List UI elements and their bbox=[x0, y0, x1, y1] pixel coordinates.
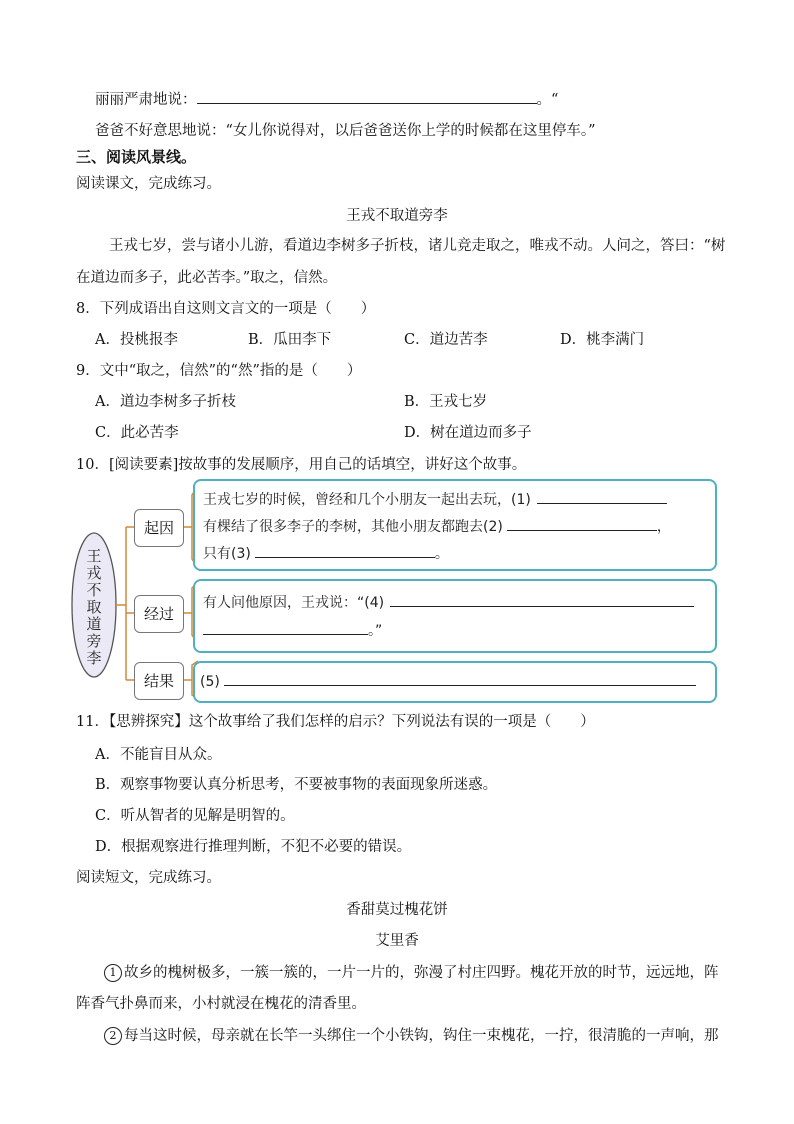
q11-option-c[interactable]: C．听从智者的见解是明智的。 bbox=[95, 808, 295, 824]
q9-stem: 9．文中“取之，信然”的“然”指的是（ ） bbox=[76, 363, 362, 379]
passage-line-2: 在道边而多子，此必苦李。”取之，信然。 bbox=[76, 270, 338, 286]
dad-line: 爸爸不好意思地说：“女儿你说得对，以后爸爸送你上学的时候都在这里停车。” bbox=[95, 123, 596, 139]
blank-5[interactable] bbox=[224, 671, 696, 686]
q11-stem: 11．【思辨探究】这个故事给了我们怎样的启示？下列说法有误的一项是（ ） bbox=[76, 714, 595, 730]
branch-lines bbox=[116, 527, 134, 680]
q8-option-c[interactable]: C．道边苦李 bbox=[404, 332, 488, 348]
q9-option-b[interactable]: B．王戎七岁 bbox=[404, 394, 488, 410]
blank-1[interactable] bbox=[537, 489, 667, 504]
q9-option-c[interactable]: C．此必苦李 bbox=[95, 425, 179, 441]
blank-2[interactable] bbox=[507, 516, 657, 531]
reading2-title: 香甜莫过槐花饼 bbox=[346, 902, 448, 918]
reading2-author: 艾里香 bbox=[375, 933, 419, 949]
reading2-p1-line-2: 阵香气扑鼻而来，小村就浸在槐花的清香里。 bbox=[76, 996, 366, 1012]
q9-option-d[interactable]: D．树在道边而多子 bbox=[404, 425, 532, 441]
center-label: 王戎不取道旁李 bbox=[86, 547, 102, 667]
blank-3[interactable] bbox=[255, 543, 435, 558]
lili-suffix: 。“ bbox=[536, 92, 559, 108]
reading2-instruction: 阅读短文，完成练习。 bbox=[76, 870, 221, 886]
q8-option-a[interactable]: A．投桃报李 bbox=[95, 332, 178, 348]
reading2-p2-line-1: 2 每当这时候，母亲就在长竿一头绑住一个小铁钩，钩住一束槐花，一拧，很清脆的一声响，那 bbox=[104, 1024, 719, 1045]
q8-stem: 8．下列成语出自这则文言文的一项是（ ） bbox=[76, 301, 376, 317]
q10-stem: 10．[阅读要素]按故事的发展顺序，用自己的话填空，讲好这个故事。 bbox=[76, 457, 527, 473]
process-answer-box bbox=[193, 579, 717, 653]
q11-option-a[interactable]: A．不能盲目从众。 bbox=[95, 747, 222, 763]
cause-line-1: 王戎七岁的时候，曾经和几个小朋友一起出去玩，(1) bbox=[203, 489, 667, 509]
q11-option-d[interactable]: D．根据观察进行推理判断，不犯不必要的错误。 bbox=[95, 839, 412, 855]
cause-label-box: 起因 bbox=[134, 509, 184, 547]
lili-line bbox=[95, 88, 558, 109]
paragraph-number-2: 2 bbox=[104, 1027, 122, 1045]
q9-option-a[interactable]: A．道边李树多子折枝 bbox=[95, 394, 236, 410]
process-line-2: 。” bbox=[203, 620, 382, 640]
result-line-1: (5) bbox=[200, 671, 696, 690]
q8-option-b[interactable]: B．瓜田李下 bbox=[248, 332, 332, 348]
result-label-box: 结果 bbox=[134, 662, 184, 700]
q11-option-b[interactable]: B．观察事物要认真分析思考，不要被事物的表面现象所迷惑。 bbox=[95, 777, 498, 793]
section-heading: 三、阅读风景线。 bbox=[76, 148, 197, 166]
passage-title: 王戎不取道旁李 bbox=[346, 208, 448, 224]
q8-option-d[interactable]: D．桃李满门 bbox=[560, 332, 645, 348]
process-line-1: 有人问他原因，王戎说：“(4) bbox=[203, 592, 694, 612]
lili-prefix: 丽丽严肃地说： bbox=[95, 92, 197, 108]
cause-line-3: 只有(3) 。 bbox=[203, 543, 449, 563]
blank-4a[interactable] bbox=[390, 592, 694, 607]
paragraph-number-1: 1 bbox=[104, 964, 122, 982]
reading2-p1-line-1: 1 故乡的槐树极多，一簇一簇的，一片一片的，弥漫了村庄四野。槐花开放的时节，远远地，阵 bbox=[104, 961, 719, 982]
section-instruction: 阅读课文，完成练习。 bbox=[76, 176, 221, 192]
blank-4b[interactable] bbox=[203, 620, 368, 635]
answer-blank[interactable] bbox=[197, 89, 537, 104]
process-label-box: 经过 bbox=[134, 595, 184, 633]
passage-line-1: 王戎七岁，尝与诸小儿游，看道边李树多子折枝，诸儿竞走取之，唯戎不动。人问之，答曰：“树 bbox=[109, 238, 726, 254]
cause-line-2: 有棵结了很多李子的李树，其他小朋友都跑去(2) ， bbox=[203, 516, 671, 536]
